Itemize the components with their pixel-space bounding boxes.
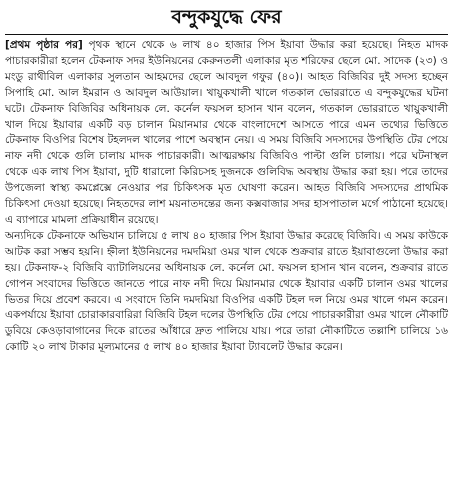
article-paragraph-2 (5, 229, 448, 356)
article-paragraph-1 (5, 38, 448, 229)
headline-divider (5, 34, 448, 35)
paragraph-1-text: পৃথক স্থানে থেকে ৬ লাখ ৪০ হাজার পিস ইয়াবা উদ্ধার করা হয়েছে। নিহত মাদক পাচারকারীরা হলেন টেকনাফ সদর ইউনিয়নের কেরুনতলী এলাকার মৃত শরিফের ছেলে মো. সাদেক (২৩) ও মংডু রাথীবিল এলাকার সুলতান আহমদের ছেলে আবদুল গফুর (৪০)। আহত বিজিবির দুই সদস্য হচ্ছেন সিপাহি মো. আল ইমরান ও আবদুল আউয়াল। খায়ুকখালী খালে গতকাল ভোররাতে এ বন্দুকযুদ্ধের ঘটনা ঘটে। টেকনাফ বিজিবির অধিনায়ক লে. কর্নেল ফয়সল হাসান খান বলেন, গতকাল ভোররাতে খায়ুকখালী খাল দিয়ে ইয়াবার একটি বড় চালান মিয়ানমার থেকে বাংলাদেশে আসতে পারে এমন তথ্যের ভিত্তিতে টেকনাফ বিওপির বিশেষ টহলদল খালের পাশে অবস্থান নেয়। এ সময় বিজিবি সদস্যদের উপস্থিতি টের পেয়ে নাফ নদী থেকে গুলি চালায় মাদক পাচারকারী। আত্মরক্ষায় বিজিবিও পাল্টা গুলি চালায়। পরে ঘটনাস্থল থেকে এক লাখ পিস ইয়াবা, দুটি ধারালো কিরিচসহ দুজনকে গুলিবিদ্ধ অবস্থায় উদ্ধার করা হয়। পরে তাদের উপজেলা স্বাস্থ্য কমপ্লেক্সে নেওয়ার পর চিকিৎসক মৃত ঘোষণা করেন। আহত বিজিবি সদস্যদের প্রাথমিক চিকিৎসা দেওয়া হয়েছে। নিহতদের লাশ ময়নাতদন্তের জন্য কক্সবাজার সদর হাসপাতাল মর্গে পাঠানো হয়েছে। এ ব্যাপারে মামলা প্রক্রিয়াধীন রয়েছে। (5, 39, 449, 226)
paragraph-2-text: অন্যদিকে টেকনাফে অভিযান চালিয়ে ৫ লাখ ৪০ হাজার পিস ইয়াবা উদ্ধার করেছে বিজিবি। এ সময় কাউকে আটক করা সম্ভব হয়নি। হ্নীলা ইউনিয়নের দমদমিয়া ওমর খাল থেকে শুক্রবার রাতে ইয়াবাগুলো উদ্ধার করা হয়। টেকনাফ-২ বিজিবি ব্যাটালিয়নের অধিনায়ক লে. কর্নেল মো. ফয়সল হাসান খান বলেন, শুক্রবার রাতে গোপন সংবাদের ভিত্তিতে জানতে পারে নাফ নদী দিয়ে মিয়ানমার থেকে ইয়াবার একটি চালান ওমর খালের ভিতর দিয়ে প্রবেশ করবে। এ সংবাদে তিনি দমদমিয়া বিওপির একটি টহল দল নিয়ে ওমর খালে গমন করেন। একপর্যায়ে ইয়াবা চোরাকারবারিরা বিজিবি টহল দলের উপস্থিতি টের পেয়ে পাচারকারীরা ওমর খালে নৌকাটি ডুবিয়ে কেওড়াবাগানের দিকে রাতের আঁধারে দ্রুত পালিয়ে যায়। পরে তারা নৌকাটিতে তল্লাশি চালিয়ে ১৬ কোটি ২০ লাখ টাকার মূল্যমানের ৫ লাখ ৪০ হাজার ইয়াবা ট্যাবলেট উদ্ধার করেন। (5, 229, 448, 354)
article-headline: বন্দুকযুদ্ধে ফের (171, 6, 282, 28)
continuation-label: [প্রথম পৃষ্ঠার পর] (5, 39, 83, 51)
article-body (5, 38, 448, 356)
